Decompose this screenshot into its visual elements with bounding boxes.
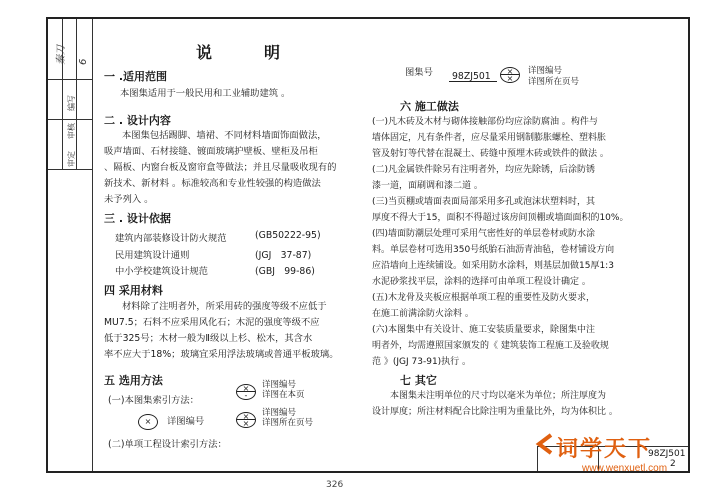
text-line: MU7.5；石料不应采用风化石；木泥的强度等级不应 <box>104 317 320 328</box>
text-line: 明者外，均需遵照国家颁发的《 建筑装饰工程施工及验收规 <box>372 341 609 351</box>
text-line: (二)凡金属铁件除另有注明者外，均应先除锈，后涂防锈 <box>372 165 596 175</box>
signature-gutter <box>48 19 93 471</box>
text-line: (三)当页棚或墙面表面局部采用多孔或泡沫状塑料时，其 <box>372 197 596 207</box>
ref-box-code: 98ZJ501 <box>452 71 491 82</box>
gutter-divider <box>48 119 92 120</box>
text-line: 未予列入 。 <box>104 194 154 205</box>
page-title: 说 明 <box>196 43 299 62</box>
text-line: 范 》(JGJ 73-91)执行 。 <box>372 357 472 367</box>
section-heading: 三 . 设计依据 <box>104 212 171 225</box>
text-line: 管及射钉等代替在混凝土、砖缝中预埋木砖或铁件的做法 。 <box>372 149 609 159</box>
index-circle: × - <box>236 384 256 400</box>
section-heading: 六 施工做法 <box>400 100 459 113</box>
ref-code: (GB50222-95) <box>255 230 321 241</box>
index-desc-line: 详图编号 <box>262 408 297 418</box>
index-circle: × <box>138 414 158 430</box>
method-label: (二)单项工程设计索引方法： <box>108 439 227 450</box>
index-desc-line: 详图编号 <box>262 380 297 390</box>
watermark-url: www.wenxuetl.com <box>582 463 668 474</box>
text-line: 应沿墙向上连续铺设。如采用防水涂料，则基层加做15厚1:3 <box>372 261 614 271</box>
section-body <box>104 299 354 363</box>
handwritten-signature: 秦刀 <box>56 45 67 65</box>
ref-code: (GBJ 99-86) <box>255 266 315 277</box>
section-heading: 五 选用方法 <box>104 374 163 387</box>
gutter-divider <box>48 79 92 80</box>
text-line: (四)墙面防潮层处理可采用气密性好的单层卷材或防水涂 <box>372 229 596 239</box>
text-line: 材料除了注明者外，所采用砖的强度等级不应低于 <box>122 301 327 312</box>
paragraph: 本图集适用于一般民用和工业辅助建筑 。 <box>120 88 291 99</box>
section-body <box>372 114 652 370</box>
text-line: (六)本图集中有关设计、施工安装质量要求，除图集中注 <box>372 325 596 335</box>
index-desc-line: 详图在本页 <box>262 390 305 400</box>
gutter-label: 审核 <box>67 123 76 139</box>
watermark-logo <box>535 433 557 455</box>
title-block-code: 98ZJ501 <box>648 449 686 459</box>
index-desc <box>262 408 313 428</box>
ref-box-symbol <box>500 67 520 83</box>
section-heading: 一 .适用范围 <box>104 70 168 83</box>
text-line: 率不应大于18%；玻璃宜采用浮法玻璃或普通平板玻璃。 <box>104 349 339 360</box>
text-line: 设计厚度；所注材料配合比除注明为重量比外，均为体积比 。 <box>372 407 618 417</box>
text-line: 本图集包括踢脚、墙裙、不同材料墙面饰面做法， <box>122 130 327 141</box>
text-line: 料。单层卷材可选用350号纸胎石油沥青油毡，卷材铺设方向 <box>372 245 615 255</box>
gutter-col <box>48 19 63 169</box>
ref-name: 民用建筑设计通则 <box>115 250 190 261</box>
text-line: 墙体固定，凡有条件者，应尽量采用钢制膨胀螺栓、塑料胀 <box>372 133 607 143</box>
text-line: 、隔板、内窗台板及窗帘盒等做法；并且尽量吸收现有的 <box>104 162 337 173</box>
section-heading: 二 . 设计内容 <box>104 114 171 127</box>
text-line: 低于325号；木材一般为Ⅱ级以上杉、松木，其含水 <box>104 333 313 344</box>
ref-box-desc <box>528 66 579 88</box>
text-line: 漆一道，面刷调和漆二道 。 <box>372 181 483 191</box>
index-symbol-b <box>138 413 204 430</box>
ref-box-desc-line: 详图所在页号 <box>528 77 580 87</box>
gutter-label: 编写 <box>67 95 76 111</box>
title-block-page: 2 <box>670 459 676 469</box>
watermark-text: 词学天下 <box>556 436 653 461</box>
ref-box-line <box>449 81 497 82</box>
text-line: (五)木龙骨及夹板应根据单项工程的重要性及防火要求， <box>372 293 596 303</box>
gutter-divider <box>48 169 92 170</box>
index-desc-line: 详图所在页号 <box>262 418 314 428</box>
ref-name: 中小学校建筑设计规范 <box>115 266 208 277</box>
page-number: 326 <box>326 480 344 490</box>
index-desc-line: 详图编号 <box>166 416 205 427</box>
handwritten-signature: 6 <box>78 58 89 65</box>
index-circle: × × <box>500 67 520 83</box>
gutter-col <box>76 19 90 169</box>
section-body <box>372 388 652 420</box>
ref-box-desc-line: 详图编号 <box>528 66 563 76</box>
text-line: 厚度不得大于15，面积不得超过该房间顶棚或墙面面积的10%。 <box>372 213 629 223</box>
text-line: (一)凡木砖及木材与砌体接触部份均应涂防腐油 。构件与 <box>372 117 598 127</box>
text-line: 本图集未注明单位的尺寸均以毫米为单位；所注厚度为 <box>390 391 607 401</box>
index-symbol-c <box>236 412 256 428</box>
index-symbol-a <box>236 384 256 400</box>
method-label: (一)本图集索引方法： <box>108 395 199 406</box>
text-line: 水泥砂浆找平层，涂料的选择可由单项工程设计确定 。 <box>372 277 591 287</box>
text-line: 吸声墙面、石材接缝、镀面玻璃护壁板、壁柜及吊柜 <box>104 146 318 157</box>
text-line: 新技术、新材料 。标准较高和专业性较强的构造做法 <box>104 178 321 189</box>
gutter-col <box>62 19 77 169</box>
index-desc <box>262 380 305 400</box>
ref-name: 建筑内部装修设计防火规范 <box>115 233 227 244</box>
index-circle: × × <box>236 412 256 428</box>
ref-box-label: 图集号 <box>405 67 433 78</box>
section-heading: 七 其它 <box>400 374 437 387</box>
gutter-label: 审定 <box>67 151 76 167</box>
text-line: 在施工前满涂防火涂料 。 <box>372 309 474 319</box>
ref-code: (JGJ 37-87) <box>255 250 312 261</box>
section-body <box>104 128 344 208</box>
section-heading: 四 采用材料 <box>104 284 163 297</box>
